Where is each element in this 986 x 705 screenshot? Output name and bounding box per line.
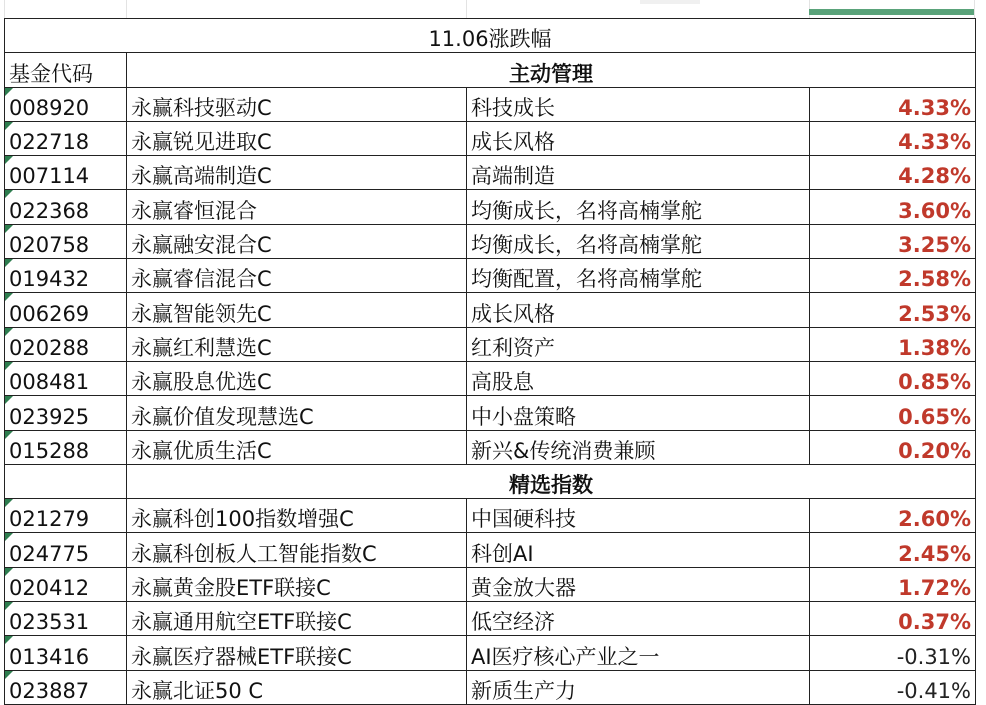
table-row [5,224,976,258]
fund-description-cell[interactable]: 新兴&传统消费兼顾 [467,430,810,464]
section-header-row [5,53,976,87]
sheet-top-strip [0,0,986,18]
section-title[interactable]: 主动管理 [127,53,976,87]
fund-name-cell[interactable]: 永赢北证50 C [127,670,467,704]
table-row [5,87,976,121]
table-row [5,190,976,224]
table-row [5,327,976,361]
fund-name-cell[interactable]: 永赢睿恒混合 [127,190,467,224]
column-gridline [126,0,127,18]
fund-code-cell[interactable]: 022368 [5,190,127,224]
fund-name-cell[interactable]: 永赢科技驱动C [127,87,467,121]
change-percent-cell[interactable]: -0.41% [810,670,976,704]
change-percent-cell[interactable]: 1.38% [810,327,976,361]
fund-code-cell[interactable]: 020758 [5,224,127,258]
fund-description-cell[interactable]: 均衡配置，名将高楠掌舵 [467,259,810,293]
column-header-code[interactable]: 基金代码 [5,53,127,87]
table-title[interactable]: 11.06涨跌幅 [5,19,976,53]
fund-name-cell[interactable]: 永赢科创100指数增强C [127,499,467,533]
table-row [5,361,976,395]
table-row [5,602,976,636]
fund-name-cell[interactable]: 永赢黄金股ETF联接C [127,567,467,601]
fund-name-cell[interactable]: 永赢股息优选C [127,361,467,395]
change-percent-cell[interactable]: 0.65% [810,396,976,430]
fund-description-cell[interactable]: 新质生产力 [467,670,810,704]
column-gridline [466,0,467,18]
fund-description-cell[interactable]: 红利资产 [467,327,810,361]
change-percent-cell[interactable]: -0.31% [810,636,976,670]
fund-code-cell[interactable]: 020412 [5,567,127,601]
empty-cell[interactable] [5,464,127,498]
change-percent-cell[interactable]: 2.58% [810,259,976,293]
fund-name-cell[interactable]: 永赢医疗器械ETF联接C [127,636,467,670]
fund-code-cell[interactable]: 006269 [5,293,127,327]
change-percent-cell[interactable]: 4.28% [810,156,976,190]
fund-code-cell[interactable]: 008481 [5,361,127,395]
table-row [5,499,976,533]
fund-code-cell[interactable]: 008920 [5,87,127,121]
title-row [5,19,976,53]
fund-name-cell[interactable]: 永赢睿信混合C [127,259,467,293]
table-row [5,396,976,430]
fund-code-cell[interactable]: 007114 [5,156,127,190]
fund-description-cell[interactable]: 成长风格 [467,121,810,155]
change-percent-cell[interactable]: 0.37% [810,602,976,636]
column-gridline [974,0,975,18]
change-percent-cell[interactable]: 2.53% [810,293,976,327]
fund-description-cell[interactable]: AI医疗核心产业之一 [467,636,810,670]
fund-description-cell[interactable]: 成长风格 [467,293,810,327]
fund-name-cell[interactable]: 永赢价值发现慧选C [127,396,467,430]
change-percent-cell[interactable]: 2.60% [810,499,976,533]
change-percent-cell[interactable]: 4.33% [810,87,976,121]
fund-description-cell[interactable]: 中国硬科技 [467,499,810,533]
table-row [5,293,976,327]
selection-shadow [640,0,700,4]
fund-description-cell[interactable]: 科技成长 [467,87,810,121]
fund-code-cell[interactable]: 023887 [5,670,127,704]
fund-description-cell[interactable]: 低空经济 [467,602,810,636]
fund-code-cell[interactable]: 021279 [5,499,127,533]
table-row [5,156,976,190]
fund-description-cell[interactable]: 高端制造 [467,156,810,190]
fund-code-cell[interactable]: 019432 [5,259,127,293]
fund-name-cell[interactable]: 永赢高端制造C [127,156,467,190]
fund-code-cell[interactable]: 023925 [5,396,127,430]
table-row [5,670,976,704]
table-row [5,533,976,567]
fund-code-cell[interactable]: 020288 [5,327,127,361]
table-row [5,259,976,293]
change-percent-cell[interactable]: 1.72% [810,567,976,601]
fund-table [4,18,976,705]
change-percent-cell[interactable]: 0.85% [810,361,976,395]
selected-cell-indicator [809,9,974,15]
fund-name-cell[interactable]: 永赢智能领先C [127,293,467,327]
column-gridline [4,0,5,18]
fund-code-cell[interactable]: 022718 [5,121,127,155]
fund-name-cell[interactable]: 永赢优质生活C [127,430,467,464]
fund-description-cell[interactable]: 均衡成长，名将高楠掌舵 [467,224,810,258]
fund-description-cell[interactable]: 中小盘策略 [467,396,810,430]
change-percent-cell[interactable]: 3.60% [810,190,976,224]
fund-name-cell[interactable]: 永赢红利慧选C [127,327,467,361]
change-percent-cell[interactable]: 4.33% [810,121,976,155]
fund-name-cell[interactable]: 永赢融安混合C [127,224,467,258]
table-row [5,430,976,464]
fund-description-cell[interactable]: 科创AI [467,533,810,567]
fund-code-cell[interactable]: 023531 [5,602,127,636]
change-percent-cell[interactable]: 3.25% [810,224,976,258]
change-percent-cell[interactable]: 2.45% [810,533,976,567]
table-row [5,636,976,670]
table-row [5,121,976,155]
fund-description-cell[interactable]: 高股息 [467,361,810,395]
section-header-row [5,464,976,498]
fund-description-cell[interactable]: 黄金放大器 [467,567,810,601]
fund-name-cell[interactable]: 永赢科创板人工智能指数C [127,533,467,567]
fund-name-cell[interactable]: 永赢通用航空ETF联接C [127,602,467,636]
fund-name-cell[interactable]: 永赢锐见进取C [127,121,467,155]
fund-code-cell[interactable]: 024775 [5,533,127,567]
change-percent-cell[interactable]: 0.20% [810,430,976,464]
fund-code-cell[interactable]: 013416 [5,636,127,670]
table-row [5,567,976,601]
section-title[interactable]: 精选指数 [127,464,976,498]
fund-description-cell[interactable]: 均衡成长，名将高楠掌舵 [467,190,810,224]
fund-code-cell[interactable]: 015288 [5,430,127,464]
